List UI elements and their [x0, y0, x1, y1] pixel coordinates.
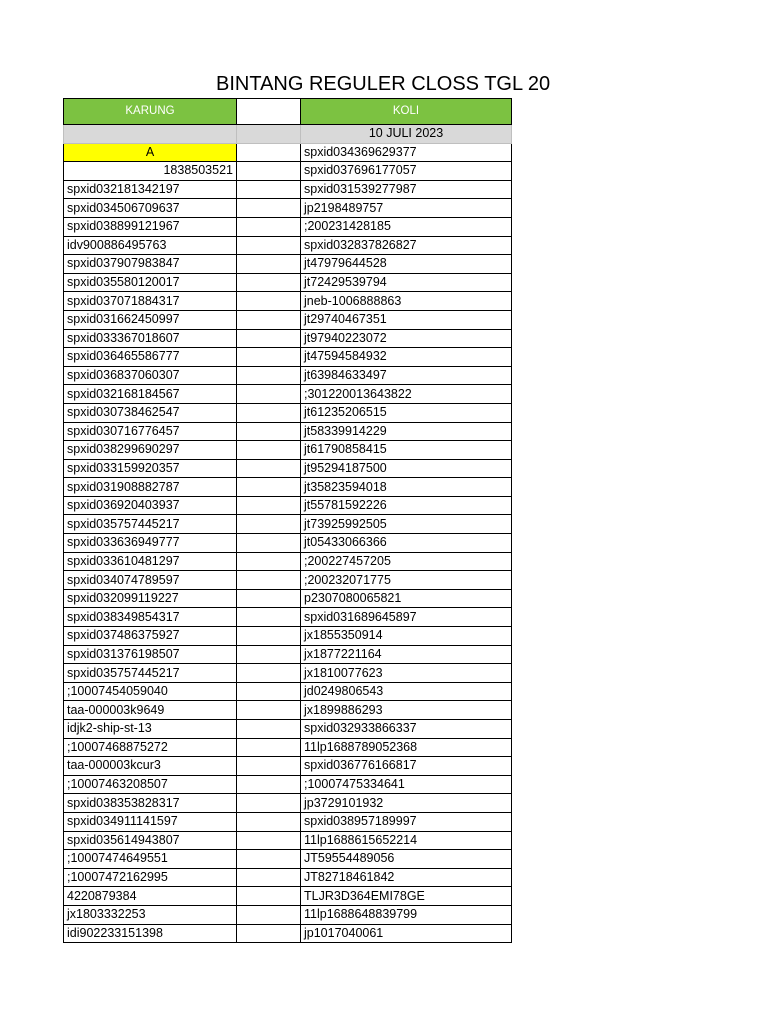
karung-cell[interactable]: spxid035614943807 — [64, 831, 237, 850]
date-cell-empty-2[interactable] — [237, 125, 301, 144]
table-row — [64, 478, 512, 497]
blank-cell[interactable] — [237, 385, 301, 404]
koli-cell[interactable]: jt58339914229 — [301, 422, 512, 441]
blank-cell[interactable] — [237, 255, 301, 274]
blank-cell[interactable] — [237, 273, 301, 292]
blank-cell[interactable] — [237, 905, 301, 924]
karung-cell[interactable]: spxid038899121967 — [64, 217, 237, 236]
blank-cell[interactable] — [237, 868, 301, 887]
table-row — [64, 701, 512, 720]
koli-cell[interactable]: jt47594584932 — [301, 348, 512, 367]
blank-cell[interactable] — [237, 217, 301, 236]
blank-cell[interactable] — [237, 515, 301, 534]
blank-cell[interactable] — [237, 664, 301, 683]
table-row — [64, 794, 512, 813]
koli-cell[interactable]: ;200227457205 — [301, 552, 512, 571]
table-row — [64, 255, 512, 274]
karung-cell[interactable]: spxid035580120017 — [64, 273, 237, 292]
koli-cell[interactable]: ;301220013643822 — [301, 385, 512, 404]
koli-cell[interactable]: jt73925992505 — [301, 515, 512, 534]
koli-cell[interactable]: jt05433066366 — [301, 534, 512, 553]
blank-cell[interactable] — [237, 478, 301, 497]
blank-cell[interactable] — [237, 422, 301, 441]
koli-cell[interactable]: 11lp1688789052368 — [301, 738, 512, 757]
date-row — [64, 125, 512, 144]
blank-cell[interactable] — [237, 441, 301, 460]
karung-cell[interactable]: ;10007474649551 — [64, 850, 237, 869]
koli-cell[interactable]: spxid038957189997 — [301, 812, 512, 831]
blank-cell[interactable] — [237, 627, 301, 646]
table-row — [64, 496, 512, 515]
table-row — [64, 162, 512, 181]
table-row — [64, 682, 512, 701]
blank-cell[interactable] — [237, 850, 301, 869]
karung-cell[interactable]: spxid032099119227 — [64, 589, 237, 608]
blank-cell[interactable] — [237, 459, 301, 478]
blank-cell[interactable] — [237, 794, 301, 813]
blank-cell[interactable] — [237, 645, 301, 664]
table-row — [64, 329, 512, 348]
table-row — [64, 627, 512, 646]
koli-cell[interactable]: jt95294187500 — [301, 459, 512, 478]
blank-cell[interactable] — [237, 571, 301, 590]
karung-cell[interactable]: spxid032168184567 — [64, 385, 237, 404]
blank-cell[interactable] — [237, 534, 301, 553]
karung-cell[interactable]: spxid035757445217 — [64, 515, 237, 534]
blank-cell[interactable] — [237, 924, 301, 943]
table-row — [64, 868, 512, 887]
koli-cell[interactable]: ;200231428185 — [301, 217, 512, 236]
blank-cell[interactable] — [237, 608, 301, 627]
blank-cell[interactable] — [237, 720, 301, 739]
koli-cell[interactable]: jx1877221164 — [301, 645, 512, 664]
koli-cell[interactable]: p2307080065821 — [301, 589, 512, 608]
table-row — [64, 385, 512, 404]
table-row — [64, 571, 512, 590]
blank-cell[interactable] — [237, 366, 301, 385]
koli-cell[interactable]: spxid036776166817 — [301, 757, 512, 776]
karung-cell[interactable]: spxid038353828317 — [64, 794, 237, 813]
koli-cell[interactable]: jt61790858415 — [301, 441, 512, 460]
blank-cell[interactable] — [237, 589, 301, 608]
karung-cell[interactable]: spxid037486375927 — [64, 627, 237, 646]
blank-cell[interactable] — [237, 236, 301, 255]
karung-cell[interactable]: spxid037071884317 — [64, 292, 237, 311]
table-row — [64, 217, 512, 236]
blank-cell[interactable] — [237, 310, 301, 329]
karung-cell[interactable]: spxid033159920357 — [64, 459, 237, 478]
table-row — [64, 924, 512, 943]
table-row — [64, 757, 512, 776]
blank-cell[interactable] — [237, 738, 301, 757]
karung-cell[interactable]: taa-000003k9649 — [64, 701, 237, 720]
table-row — [64, 775, 512, 794]
header-blank[interactable] — [237, 99, 301, 125]
karung-cell[interactable]: jx1803332253 — [64, 905, 237, 924]
karung-cell[interactable]: spxid033636949777 — [64, 534, 237, 553]
karung-cell[interactable]: spxid032181342197 — [64, 180, 237, 199]
table-row — [64, 403, 512, 422]
koli-cell[interactable]: jt63984633497 — [301, 366, 512, 385]
karung-cell[interactable]: spxid037907983847 — [64, 255, 237, 274]
table-row — [64, 422, 512, 441]
table-row — [64, 199, 512, 218]
blank-cell[interactable] — [237, 292, 301, 311]
koli-cell[interactable]: jt55781592226 — [301, 496, 512, 515]
table-row — [64, 515, 512, 534]
table-row — [64, 143, 512, 162]
karung-cell[interactable]: A — [64, 143, 237, 162]
koli-cell[interactable]: jx1899886293 — [301, 701, 512, 720]
koli-cell[interactable]: spxid032933866337 — [301, 720, 512, 739]
karung-cell[interactable]: spxid033610481297 — [64, 552, 237, 571]
karung-cell[interactable]: spxid036837060307 — [64, 366, 237, 385]
karung-cell[interactable]: spxid031908882787 — [64, 478, 237, 497]
koli-cell[interactable]: 11lp1688648839799 — [301, 905, 512, 924]
blank-cell[interactable] — [237, 403, 301, 422]
karung-cell[interactable]: spxid034506709637 — [64, 199, 237, 218]
koli-cell[interactable]: jneb-1006888863 — [301, 292, 512, 311]
karung-cell[interactable]: spxid036920403937 — [64, 496, 237, 515]
table-row — [64, 273, 512, 292]
table-row — [64, 850, 512, 869]
koli-cell[interactable]: JT59554489056 — [301, 850, 512, 869]
koli-cell[interactable]: jt61235206515 — [301, 403, 512, 422]
blank-cell[interactable] — [237, 143, 301, 162]
karung-cell[interactable]: spxid038299690297 — [64, 441, 237, 460]
table-row — [64, 236, 512, 255]
table-row — [64, 366, 512, 385]
karung-cell[interactable]: ;10007463208507 — [64, 775, 237, 794]
header-karung[interactable]: KARUNG — [64, 99, 237, 125]
koli-cell[interactable]: jp1017040061 — [301, 924, 512, 943]
blank-cell[interactable] — [237, 180, 301, 199]
koli-cell[interactable]: spxid031689645897 — [301, 608, 512, 627]
karung-cell[interactable]: spxid031376198507 — [64, 645, 237, 664]
table-row — [64, 589, 512, 608]
karung-cell[interactable]: spxid036465586777 — [64, 348, 237, 367]
karung-cell[interactable]: idjk2-ship-st-13 — [64, 720, 237, 739]
blank-cell[interactable] — [237, 162, 301, 181]
blank-cell[interactable] — [237, 775, 301, 794]
karung-cell[interactable]: spxid035757445217 — [64, 664, 237, 683]
header-row — [64, 99, 512, 125]
blank-cell[interactable] — [237, 348, 301, 367]
koli-cell[interactable]: JT82718461842 — [301, 868, 512, 887]
karung-cell[interactable]: idi902233151398 — [64, 924, 237, 943]
koli-cell[interactable]: spxid034369629377 — [301, 143, 512, 162]
date-cell-empty-1[interactable] — [64, 125, 237, 144]
blank-cell[interactable] — [237, 701, 301, 720]
koli-cell[interactable]: jx1810077623 — [301, 664, 512, 683]
koli-cell[interactable]: jd0249806543 — [301, 682, 512, 701]
data-table — [63, 98, 512, 943]
karung-cell[interactable]: ;10007472162995 — [64, 868, 237, 887]
koli-cell[interactable]: spxid031539277987 — [301, 180, 512, 199]
koli-cell[interactable]: 11lp1688615652214 — [301, 831, 512, 850]
header-koli[interactable]: KOLI — [301, 99, 512, 125]
blank-cell[interactable] — [237, 552, 301, 571]
karung-cell[interactable]: spxid033367018607 — [64, 329, 237, 348]
table-row — [64, 552, 512, 571]
koli-cell[interactable]: jp3729101932 — [301, 794, 512, 813]
sheet-title: BINTANG REGULER CLOSS TGL 20 — [216, 73, 551, 95]
koli-cell[interactable]: spxid032837826827 — [301, 236, 512, 255]
koli-cell[interactable]: jt47979644528 — [301, 255, 512, 274]
karung-cell[interactable]: spxid031662450997 — [64, 310, 237, 329]
table-row — [64, 664, 512, 683]
table-row — [64, 348, 512, 367]
blank-cell[interactable] — [237, 812, 301, 831]
table-row — [64, 905, 512, 924]
table-row — [64, 310, 512, 329]
blank-cell[interactable] — [237, 831, 301, 850]
koli-cell[interactable]: TLJR3D364EMI78GE — [301, 887, 512, 906]
karung-cell[interactable]: spxid034911141597 — [64, 812, 237, 831]
koli-cell[interactable]: ;10007475334641 — [301, 775, 512, 794]
table-row — [64, 645, 512, 664]
table-row — [64, 180, 512, 199]
koli-cell[interactable]: jt72429539794 — [301, 273, 512, 292]
table-row — [64, 720, 512, 739]
koli-cell[interactable]: jt35823594018 — [301, 478, 512, 497]
blank-cell[interactable] — [237, 887, 301, 906]
table-row — [64, 831, 512, 850]
koli-cell[interactable]: jt97940223072 — [301, 329, 512, 348]
blank-cell[interactable] — [237, 682, 301, 701]
koli-cell[interactable]: ;200232071775 — [301, 571, 512, 590]
table-row — [64, 887, 512, 906]
blank-cell[interactable] — [237, 757, 301, 776]
koli-cell[interactable]: jx1855350914 — [301, 627, 512, 646]
table-row — [64, 459, 512, 478]
karung-cell[interactable]: spxid030716776457 — [64, 422, 237, 441]
table-row — [64, 608, 512, 627]
karung-cell[interactable]: spxid034074789597 — [64, 571, 237, 590]
karung-cell[interactable]: taa-000003kcur3 — [64, 757, 237, 776]
karung-cell[interactable]: 1838503521 — [64, 162, 237, 181]
karung-cell[interactable]: spxid038349854317 — [64, 608, 237, 627]
karung-cell[interactable]: spxid030738462547 — [64, 403, 237, 422]
karung-cell[interactable]: ;10007468875272 — [64, 738, 237, 757]
table-row — [64, 441, 512, 460]
date-cell[interactable]: 10 JULI 2023 — [301, 125, 512, 144]
table-row — [64, 738, 512, 757]
karung-cell[interactable]: 4220879384 — [64, 887, 237, 906]
koli-cell[interactable]: jt29740467351 — [301, 310, 512, 329]
table-row — [64, 534, 512, 553]
karung-cell[interactable]: ;10007454059040 — [64, 682, 237, 701]
blank-cell[interactable] — [237, 496, 301, 515]
blank-cell[interactable] — [237, 199, 301, 218]
karung-cell[interactable]: idv900886495763 — [64, 236, 237, 255]
blank-cell[interactable] — [237, 329, 301, 348]
table-row — [64, 812, 512, 831]
koli-cell[interactable]: jp2198489757 — [301, 199, 512, 218]
koli-cell[interactable]: spxid037696177057 — [301, 162, 512, 181]
table-row — [64, 292, 512, 311]
